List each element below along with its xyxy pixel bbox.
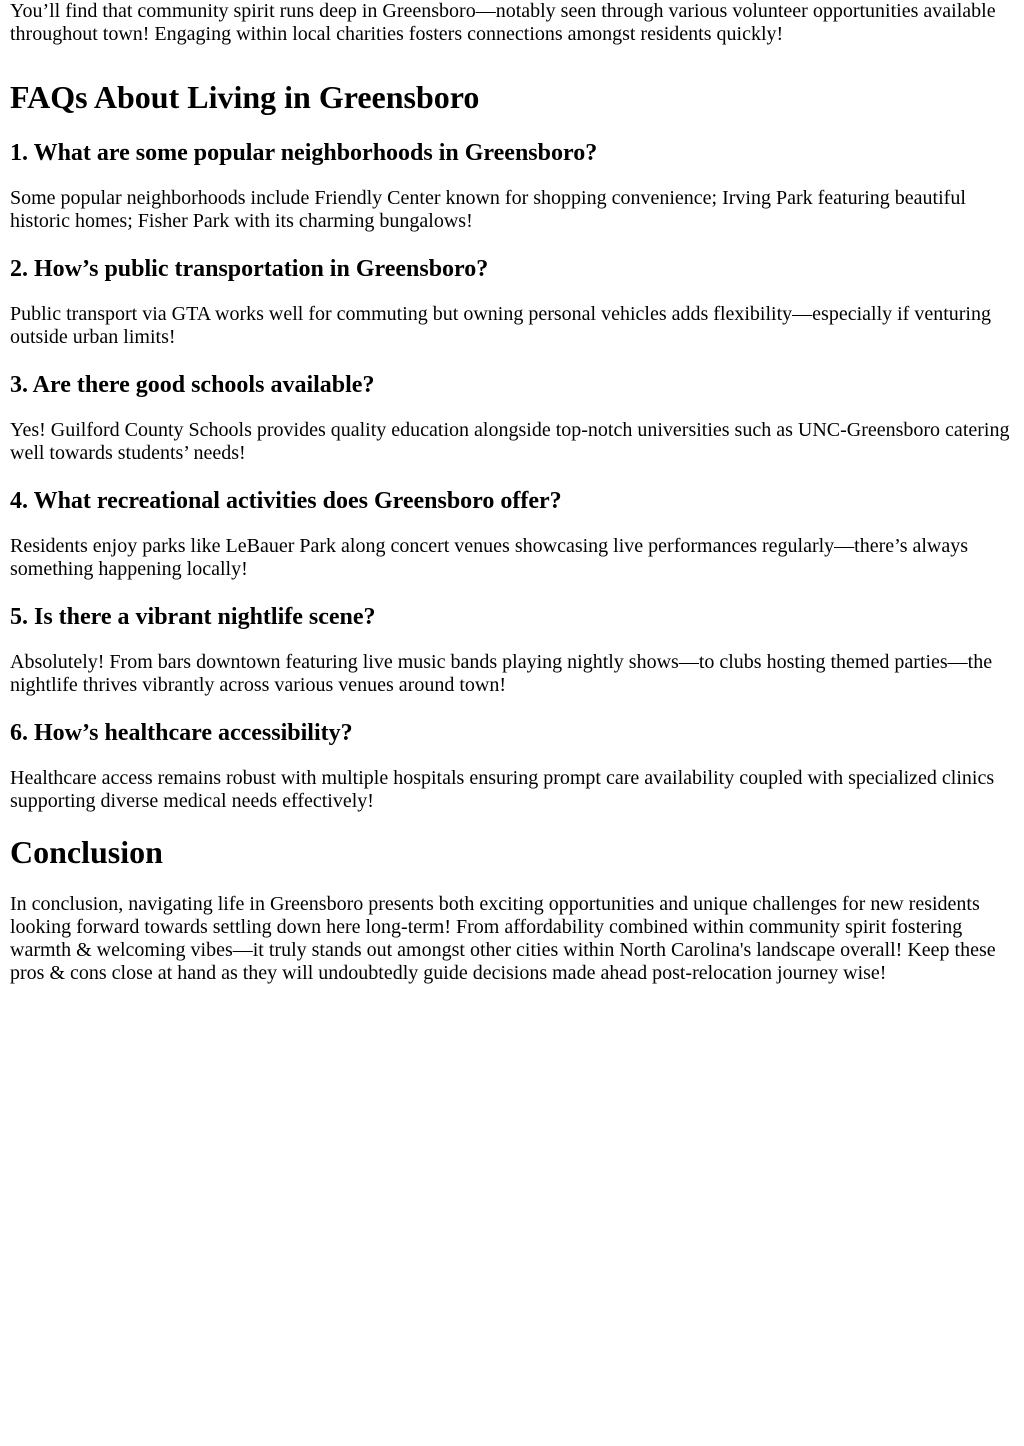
faq-question: 6. How’s healthcare accessibility? [10,720,353,746]
faq-item [10,719,1014,813]
faq-item [10,139,1014,233]
faq-question: 2. How’s public transportation in Greensboro? [10,256,489,282]
faq-question: 1. What are some popular neighborhoods in Greensboro? [10,140,598,166]
conclusion-paragraph: In conclusion, navigating life in Greensboro presents both exciting opportunities and unique challenges for new residents looking forward towards settling down here long-term! From affordability combined within community spirit fostering warmth & welcoming vibes—it truly stands out amongst other cities within North Carolina's landscape overall! Keep these pros & cons close at hand as they will undoubtedly guide decisions made ahead post-relocation journey wise! [10,893,996,984]
faq-section [10,79,1014,813]
faq-answer: Healthcare access remains robust with multiple hospitals ensuring prompt care availability coupled with specialized clinics supporting diverse medical needs effectively! [10,767,995,812]
faq-item [10,487,1014,581]
faq-answer: Public transport via GTA works well for commuting but owning personal vehicles adds flexibility—especially if venturing outside urban limits! [10,303,991,348]
faq-heading: FAQs About Living in Greensboro [10,79,480,115]
faq-question: 4. What recreational activities does Greensboro offer? [10,488,562,514]
intro-paragraph: You’ll find that community spirit runs deep in Greensboro—notably seen through various volunteer opportunities available throughout town! Engaging within local charities fosters connections amongst residents quickly! [10,0,996,45]
faq-question: 3. Are there good schools available? [10,372,375,398]
faq-item [10,255,1014,349]
faq-item [10,371,1014,465]
faq-answer: Some popular neighborhoods include Friendly Center known for shopping convenience; Irving Park featuring beautiful historic homes; Fisher Park with its charming bungalows! [10,187,966,232]
faq-answer: Absolutely! From bars downtown featuring live music bands playing nightly shows—to clubs hosting themed parties—the nightlife thrives vibrantly across various venues around town! [10,651,993,696]
faq-answer: Residents enjoy parks like LeBauer Park along concert venues showcasing live performances regularly—there’s always something happening locally! [10,535,969,580]
conclusion-heading: Conclusion [10,834,163,870]
faq-answer: Yes! Guilford County Schools provides quality education alongside top-notch universities such as UNC-Greensboro catering well towards students’ needs! [10,419,1010,464]
faq-item [10,603,1014,697]
faq-question: 5. Is there a vibrant nightlife scene? [10,604,376,630]
conclusion-section [10,834,1014,985]
